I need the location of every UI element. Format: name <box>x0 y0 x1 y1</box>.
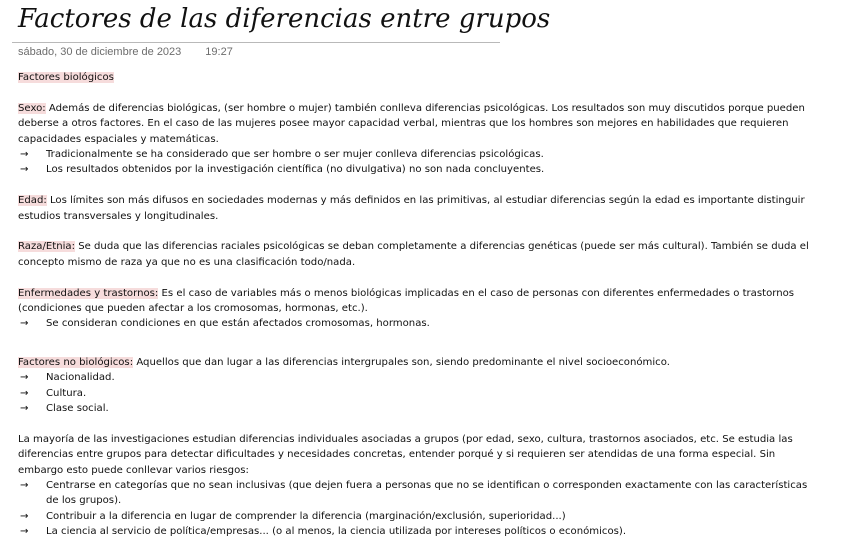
list-item <box>18 316 818 331</box>
list-item <box>18 370 818 385</box>
list-item <box>18 147 818 162</box>
note-body[interactable] <box>18 70 818 540</box>
paragraph-enfermedades <box>18 286 818 317</box>
text-no-biologicos: Aquellos que dan lugar a las diferencias intergrupales son, siendo predominante el nivel socioeconómico. <box>133 356 670 368</box>
title-underline <box>12 42 500 43</box>
text-raza: Se duda que las diferencias raciales psicológicas se deban completamente a diferencias genéticas (puede ser más cultural). También se duda el concepto mismo de raza ya que no es una clasificación todo/nada. <box>18 241 809 268</box>
arrow-icon: → <box>20 164 29 176</box>
list-item <box>18 524 818 539</box>
arrow-icon: → <box>20 387 29 399</box>
bullet-text: Clase social. <box>46 403 109 415</box>
list-item <box>18 386 818 401</box>
bullet-text: Nacionalidad. <box>46 372 115 384</box>
bullet-text: Centrarse en categorías que no sean inclusivas (que dejen fuera a personas que no se identifican o corresponden exactamente con las características de los grupos). <box>46 480 808 507</box>
bullet-text: Los resultados obtenidos por la investigación científica (no divulgativa) no son nada concluyentes. <box>46 164 545 176</box>
page-time: 19:27 <box>205 46 233 58</box>
bullet-text: La ciencia al servicio de política/empresas... (o al menos, la ciencia utilizada por intereses políticos o económicos). <box>46 526 627 538</box>
page-datetime <box>18 46 233 58</box>
label-sexo: Sexo: <box>18 102 46 114</box>
list-item <box>18 162 818 177</box>
arrow-icon: → <box>20 149 29 161</box>
arrow-icon: → <box>20 510 29 522</box>
page-title: Factores de las diferencias entre grupos <box>18 4 551 34</box>
arrow-icon: → <box>20 403 29 415</box>
bullet-text: Contribuir a la diferencia en lugar de comprender la diferencia (marginación/exclusión, superioridad...) <box>46 510 566 522</box>
bullet-text: Tradicionalmente se ha considerado que ser hombre o ser mujer conlleva diferencias psicológicas. <box>46 149 544 161</box>
list-item <box>18 509 818 524</box>
paragraph-sexo <box>18 101 818 147</box>
list-item <box>18 478 818 509</box>
paragraph-conclusion: La mayoría de las investigaciones estudian diferencias individuales asociadas a grupos (por edad, sexo, cultura, trastornos asociados, etc. Se estudia las diferencias entre grupos para detectar dificultades y necesidades concretas, entender porqué y si requieren ser atendidas de una forma especial. Sin embargo esto puede conllevar varios riesgos: <box>18 433 793 476</box>
text-enfermedades: Es el caso de variables más o menos biológicas implicadas en el caso de personas con diferentes enfermedades o trastornos (condiciones que pueden afectar a los cromosomas, hormonas, etc.). <box>18 287 795 315</box>
paragraph-edad <box>18 193 818 224</box>
label-edad: Edad: <box>18 195 47 207</box>
bullet-text: Cultura. <box>46 387 87 399</box>
page-date: sábado, 30 de diciembre de 2023 <box>18 46 182 58</box>
list-item <box>18 401 818 416</box>
label-enfermedades: Enfermedades y trastornos: <box>18 287 159 299</box>
label-no-biologicos: Factores no biológicos: <box>18 356 134 368</box>
text-sexo: Además de diferencias biológicas, (ser hombre o mujer) también conlleva diferencias psicológicas. Los resultados son muy discutidos porque pueden deberse a otros factores. En el caso de las mujeres posee mayor capacidad verbal, mientras que los hombres son mejores en habilidades que requieren capacidades espaciales y matemáticas. <box>18 102 805 145</box>
text-edad: Los límites son más difusos en sociedades modernas y más definidos en las primitivas, al estudiar diferencias según la edad es importante distinguir estudios transversales y longitudinales. <box>18 195 805 222</box>
label-raza: Raza/Etnia: <box>18 241 75 253</box>
arrow-icon: → <box>20 526 29 538</box>
paragraph-no-biologicos <box>18 355 818 370</box>
bullet-text: Se consideran condiciones en que están afectados cromosomas, hormonas. <box>46 318 430 330</box>
arrow-icon: → <box>20 372 29 384</box>
arrow-icon: → <box>20 318 29 330</box>
heading-factores-biologicos: Factores biológicos <box>18 72 114 83</box>
paragraph-raza <box>18 239 818 270</box>
arrow-icon: → <box>20 480 29 492</box>
